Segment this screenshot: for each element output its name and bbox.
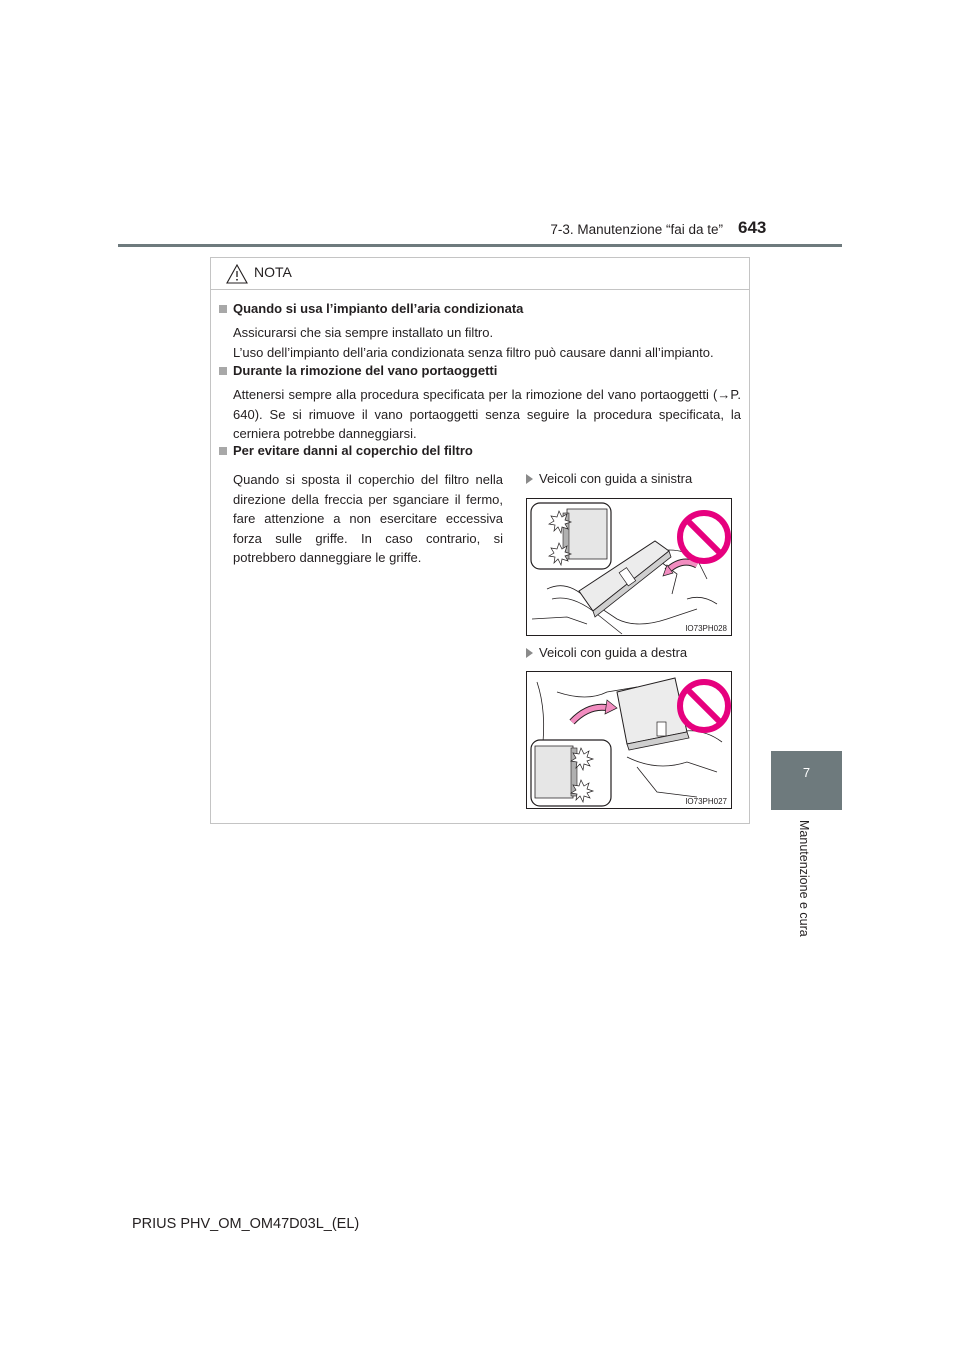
square-bullet-icon [219, 305, 227, 313]
chapter-title: Manutenzione e cura [797, 820, 811, 937]
figure-caption-text: Veicoli con guida a sinistra [539, 471, 693, 486]
square-bullet-icon [219, 447, 227, 455]
item-title: Durante la rimozione del vano portaoggetti [233, 363, 498, 378]
header-section-title: 7-3. Manutenzione “fai da te” [550, 222, 723, 237]
figure-caption-text: Veicoli con guida a destra [539, 645, 688, 660]
item-title: Per evitare danni al coperchio del filtro [233, 443, 473, 458]
footer-doc-code: PRIUS PHV_OM_OM47D03L_(EL) [132, 1216, 360, 1232]
chapter-number: 7 [802, 765, 811, 780]
notice-item-filter-cover [219, 443, 741, 458]
filter-cover-text: Quando si sposta il coperchio del filtro nella direzione della freccia per sganciare il fermo, fare attenzione a non esercitare eccessiva forza sulle griffe. In caso contrario, si potrebbero danneggiare le griffe. [233, 472, 503, 565]
square-bullet-icon [219, 367, 227, 375]
item-heading [219, 443, 741, 458]
header-rule [118, 244, 842, 247]
caption-arrow-icon [526, 474, 533, 484]
item-line: Assicurarsi che sia sempre installato un filtro. [233, 325, 494, 340]
chapter-tab[interactable] [771, 751, 842, 810]
figure-caption-rhd [526, 645, 687, 660]
item-body: Attenersi sempre alla procedura specificata per la rimozione del vano portaoggetti (→P. 640). Se si rimuove il vano portaoggetti senza seguire la procedura specificata, la cerniera potrebbe danneggiarsi. [233, 387, 741, 441]
item-body [219, 323, 741, 362]
warning-triangle-icon [226, 264, 248, 284]
caption-arrow-icon [526, 648, 533, 658]
notice-item-glovebox [219, 363, 741, 444]
item-line: L’uso dell’impianto dell’aria condizionata senza filtro può causare danni all’impianto. [233, 344, 714, 360]
prohibition-icon [680, 682, 728, 730]
figure-code: IO73PH028 [685, 624, 727, 633]
illustration-rhd [527, 672, 732, 809]
item-heading [219, 301, 741, 316]
figure-caption-lhd [526, 471, 692, 486]
notice-label: NOTA [254, 264, 292, 280]
figure-rhd [526, 671, 732, 809]
item-heading [219, 363, 741, 378]
figure-lhd [526, 498, 732, 636]
notice-header [211, 258, 749, 290]
notice-item-aircon [219, 301, 741, 362]
notice-box [210, 257, 750, 824]
page-number: 643 [738, 218, 767, 237]
item-title: Quando si usa l’impianto dell’aria condizionata [233, 301, 524, 316]
illustration-lhd [527, 499, 732, 636]
prohibition-icon [680, 513, 728, 561]
figure-code: IO73PH027 [685, 797, 727, 806]
